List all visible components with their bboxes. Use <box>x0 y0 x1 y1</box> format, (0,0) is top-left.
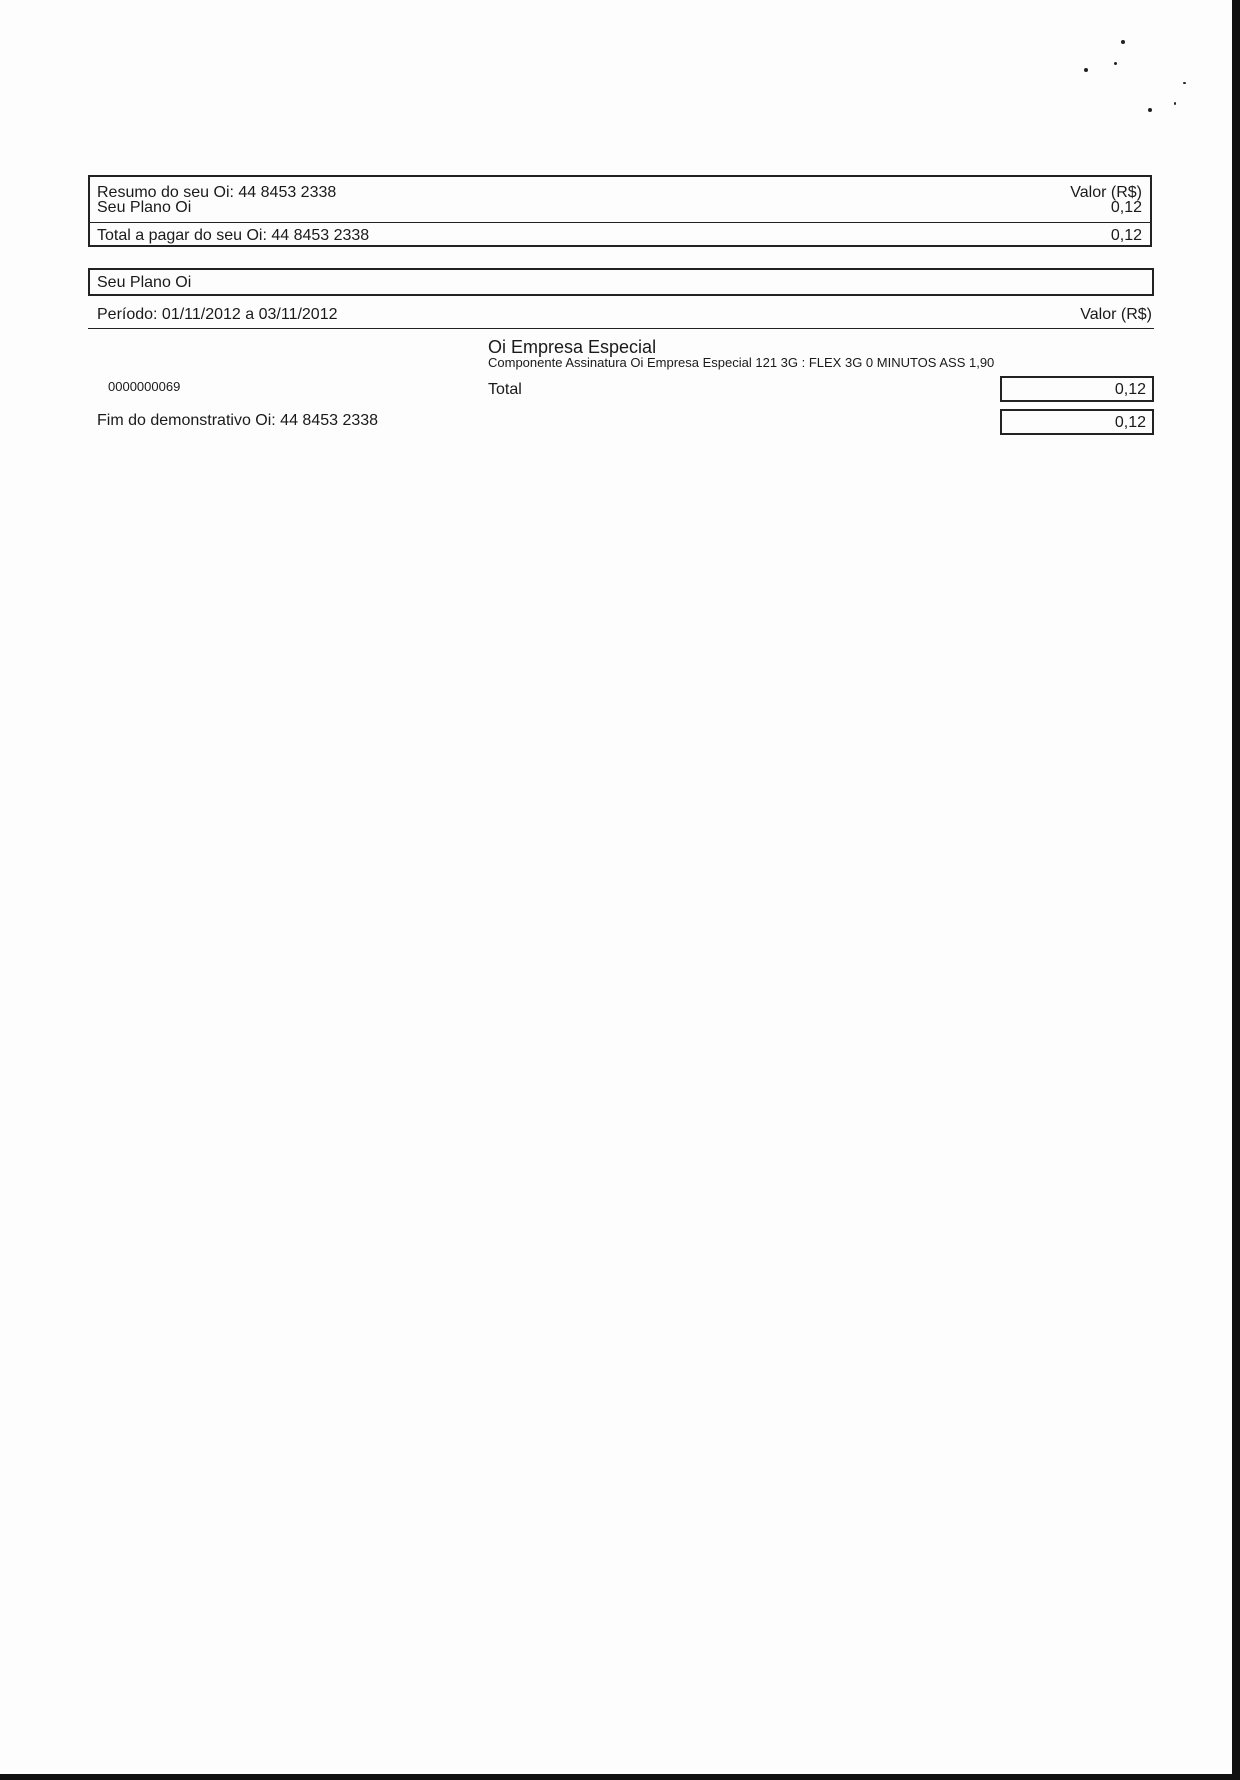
plan-total-box <box>1000 376 1154 402</box>
scan-speck <box>1114 62 1117 65</box>
item-code: 0000000069 <box>108 379 181 394</box>
scan-speck <box>1084 68 1088 72</box>
scan-edge-bottom <box>0 1774 1240 1780</box>
summary-total-label: Total a pagar do seu Oi: 44 8453 2338 <box>97 227 370 244</box>
scan-edge-right <box>1232 0 1240 1780</box>
end-of-statement-value: 0,12 <box>1114 414 1146 431</box>
plan-value-header: Valor (R$) <box>1080 306 1152 323</box>
scan-speck <box>1174 102 1176 105</box>
plan-total-value: 0,12 <box>1114 381 1146 398</box>
scan-speck <box>1121 40 1125 44</box>
summary-plan-value: 0,12 <box>1110 199 1142 216</box>
plan-total-label: Total <box>488 381 522 398</box>
plan-section-header-box <box>88 268 1154 296</box>
summary-plan-label: Seu Plano Oi <box>97 199 192 216</box>
period-divider <box>88 328 1154 329</box>
scan-speck <box>1183 82 1186 84</box>
summary-total-value: 0,12 <box>1110 227 1142 244</box>
end-of-statement-box <box>1000 409 1154 435</box>
summary-title: Resumo do seu Oi: 44 8453 2338 <box>97 184 337 201</box>
product-component: Componente Assinatura Oi Empresa Especial 121 3G : FLEX 3G 0 MINUTOS ASS 1,90 <box>488 355 995 370</box>
end-of-statement-label: Fim do demonstrativo Oi: 44 8453 2338 <box>97 412 379 429</box>
summary-divider <box>88 222 1152 223</box>
product-name: Oi Empresa Especial <box>488 337 657 357</box>
scan-speck <box>1148 108 1152 112</box>
summary-value-header: Valor (R$) <box>1070 184 1142 201</box>
period-label: Período: 01/11/2012 a 03/11/2012 <box>97 306 338 323</box>
plan-section-title: Seu Plano Oi <box>97 274 192 291</box>
